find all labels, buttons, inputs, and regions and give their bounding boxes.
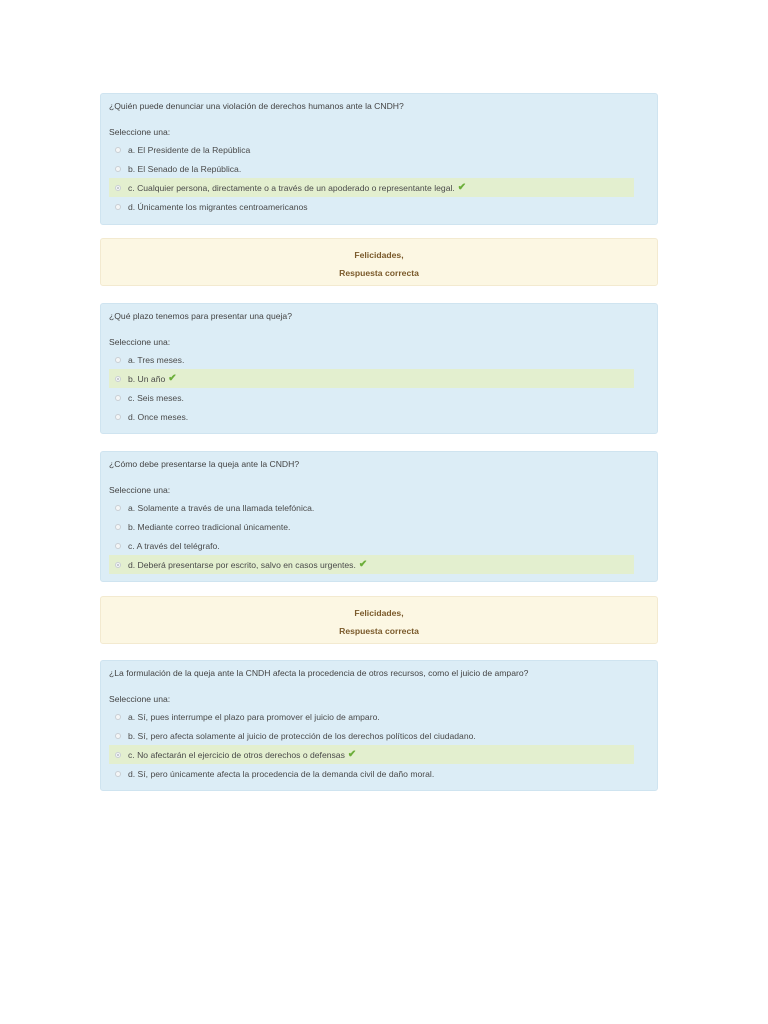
answer-option-c[interactable] <box>109 745 634 764</box>
feedback-congrats: Felicidades, <box>354 250 404 260</box>
answer-option-a[interactable] <box>109 707 634 726</box>
radio-icon[interactable] <box>115 357 121 363</box>
radio-icon[interactable] <box>115 752 121 758</box>
radio-icon[interactable] <box>115 505 121 511</box>
answer-option-d[interactable] <box>109 555 634 574</box>
answer-option-d[interactable] <box>109 764 634 783</box>
check-icon: ✔ <box>358 558 368 570</box>
question-text: ¿Quién puede denunciar una violación de derechos humanos ante la CNDH? <box>109 101 404 111</box>
answer-label: b. El Senado de la República. <box>128 163 242 174</box>
answer-option-d[interactable] <box>109 197 634 216</box>
answer-label: a. Sí, pues interrumpe el plazo para promover el juicio de amparo. <box>128 711 380 722</box>
answer-label: a. Tres meses. <box>128 354 185 365</box>
radio-icon[interactable] <box>115 204 121 210</box>
radio-icon[interactable] <box>115 771 121 777</box>
answer-label: a. Solamente a través de una llamada telefónica. <box>128 502 315 513</box>
answer-label: c. No afectarán el ejercicio de otros derechos o defensas <box>128 749 345 760</box>
answer-label: b. Un año <box>128 373 166 384</box>
answer-option-b[interactable] <box>109 517 634 536</box>
feedback-box-1 <box>100 238 658 286</box>
answer-label: c. Cualquier persona, directamente o a través de un apoderado o representante legal. <box>128 182 455 193</box>
select-prompt: Seleccione una: <box>109 485 171 495</box>
question-text: ¿La formulación de la queja ante la CNDH afecta la procedencia de otros recursos, como el juicio de amparo? <box>109 668 529 678</box>
question-card-1 <box>100 93 658 225</box>
answer-option-a[interactable] <box>109 498 634 517</box>
radio-icon[interactable] <box>115 147 121 153</box>
answer-option-b[interactable] <box>109 726 634 745</box>
feedback-result: Respuesta correcta <box>339 626 419 636</box>
check-icon: ✔ <box>457 181 467 193</box>
radio-icon[interactable] <box>115 733 121 739</box>
answer-label: d. Únicamente los migrantes centroamericanos <box>128 201 308 212</box>
answer-option-c[interactable] <box>109 536 634 555</box>
question-card-4 <box>100 660 658 791</box>
answer-option-d[interactable] <box>109 407 634 426</box>
question-card-2 <box>100 303 658 434</box>
select-prompt: Seleccione una: <box>109 127 171 137</box>
radio-icon[interactable] <box>115 166 121 172</box>
answer-option-a[interactable] <box>109 350 634 369</box>
question-card-3 <box>100 451 658 582</box>
check-icon: ✔ <box>347 748 357 760</box>
question-text: ¿Qué plazo tenemos para presentar una queja? <box>109 311 292 321</box>
select-prompt: Seleccione una: <box>109 694 171 704</box>
answer-option-c[interactable] <box>109 388 634 407</box>
radio-icon[interactable] <box>115 714 121 720</box>
feedback-congrats: Felicidades, <box>354 608 404 618</box>
answer-option-b[interactable] <box>109 369 634 388</box>
answer-label: d. Sí, pero únicamente afecta la procedencia de la demanda civil de daño moral. <box>128 768 435 779</box>
select-prompt: Seleccione una: <box>109 337 171 347</box>
answer-label: c. A través del telégrafo. <box>128 540 220 551</box>
answer-option-b[interactable] <box>109 159 634 178</box>
radio-icon[interactable] <box>115 185 121 191</box>
answer-label: d. Once meses. <box>128 411 189 422</box>
radio-icon[interactable] <box>115 376 121 382</box>
answer-label: d. Deberá presentarse por escrito, salvo en casos urgentes. <box>128 559 356 570</box>
radio-icon[interactable] <box>115 395 121 401</box>
answer-label: c. Seis meses. <box>128 392 184 403</box>
answer-option-a[interactable] <box>109 140 634 159</box>
answer-option-c[interactable] <box>109 178 634 197</box>
radio-icon[interactable] <box>115 414 121 420</box>
question-text: ¿Cómo debe presentarse la queja ante la CNDH? <box>109 459 300 469</box>
radio-icon[interactable] <box>115 562 121 568</box>
radio-icon[interactable] <box>115 543 121 549</box>
answer-label: b. Mediante correo tradicional únicamente. <box>128 521 291 532</box>
answer-label: b. Sí, pero afecta solamente al juicio de protección de los derechos políticos del ciudadano. <box>128 730 476 741</box>
feedback-box-2 <box>100 596 658 644</box>
check-icon: ✔ <box>168 372 177 384</box>
radio-icon[interactable] <box>115 524 121 530</box>
feedback-result: Respuesta correcta <box>339 268 419 278</box>
answer-label: a. El Presidente de la República <box>128 144 251 155</box>
